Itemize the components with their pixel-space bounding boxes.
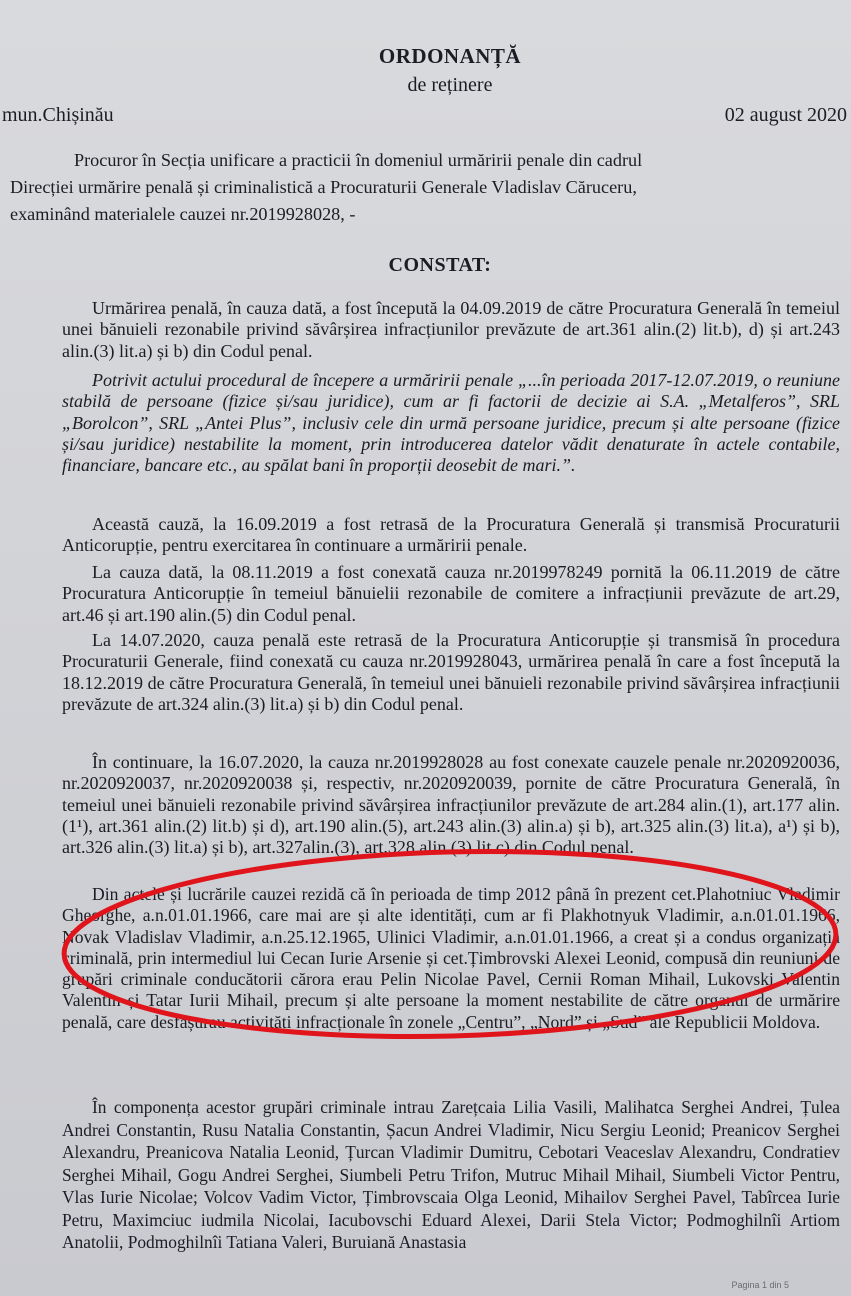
constat-heading: CONSTAT: [388,254,492,276]
paragraph-6: În continuare, la 16.07.2020, la cauza nr.2019928028 au fost conexate cauzele penale nr.2020920036, nr.2020920037, nr.2020920038 și, respectiv, nr.2020920039, pornite de către Procuratura Generală, în temeiul unei bănuieli rezonabile privind săvârșirea infracțiunilor prevăzute de art.284 alin.(1), art.177 alin.(1¹), art.361 alin.(2) lit.b) și d), art.190 alin.(5), art.243 alin.(3) alin.a) și b), art.325 alin.(3) lit.a), a¹) și b), art.326 alin.(3) lit.a) și b), art.327alin.(3), art.328 alin.(3) lit.c) din Codul penal. [62,752,840,858]
document-place: mun.Chișinău [2,104,114,126]
intro-line-3: examinând materialele cauzei nr.2019928028, - [10,204,356,224]
paragraph-4: La cauza dată, la 08.11.2019 a fost conexată cauza nr.2019978249 pornită la 06.11.2019 de către Procuratura Anticorupție în temeiul bănuielii rezonabile de comitere a infracțiunii prevăzute de art.29, art.46 și art.190 alin.(5) din Codul penal. [62,562,840,625]
page-number: Pagina 1 din 5 [731,1280,789,1290]
intro-line-2: Direcției urmărire penală și criminalistică a Procuraturii Generale Vladislav Căruceru, [10,177,637,197]
paragraph-2: Potrivit actului procedural de începere a urmăririi penale „...în perioada 2017-12.07.2019, o reuniune stabilă de persoane (fizice și/sau juridice), cum ar fi factorii de decizie ai S.A. „Metalferos”, SRL „Borolcon”, SRL „Antei Plus”, inclusiv cele din urmă persoane juridice, precum și alte persoane (fizice și/sau juridice) nestabilite la moment, prin introducerea datelor vădit denaturate în actele contabile, financiare, bancare etc., au spălat bani în proporții deosebit de mari.”. [62,370,840,476]
intro-line-1: Procuror în Secția unificare a practicii în domeniul urmăririi penale din cadrul [74,150,643,170]
paragraph-8: În componența acestor grupări criminale intrau Zarețcaia Lilia Vasili, Malihatca Serghei Andrei, Țulea Andrei Constantin, Rusu Natalia Constantin, Șacun Andrei Vladimir, Nicu Sergiu Leonid; Preanicov Serghei Alexandru, Preanicova Natalia Leonid, Țurcan Vladimir Dumitru, Cebotari Veaceslav Alexandru, Condratiev Serghei Mihail, Gogu Andrei Serghei, Siumbeli Petru Trifon, Mutruc Mihail Mihail, Siumbeli Victor Pentru, Vlas Iurie Nicolae; Volcov Vadim Victor, Țimbrovscaia Olga Leonid, Mihailov Serghei Pavel, Tabîrcea Iurie Petru, Maximciuc iudmila Nicolai, Iacubovschi Eduard Alexei, Darii Stela Victor; Podmoghilnîi Artiom Anatolii, Podmoghilnîi Tatiana Valeri, Buruiană Anastasia [62,1097,840,1252]
paragraph-7: Din actele și lucrările cauzei rezidă că în perioada de timp 2012 până în prezent cet.Plahotniuc Vladimir Gheorghe, a.n.01.01.1966, care mai are și alte identități, cum ar fi Plakhotnyuk Vladimir, a.n.01.01.1966, Novak Vladislav Vladimir, a.n.25.12.1965, Ulinici Vladimir, a.n.01.01.1966, a creat și a condus organizația criminală, prin intermediul lui Cecan Iurie Arsenie și cet.Țimbrovski Alexei Leonid, compusă din reuniuni de grupări criminale conducătorii cărora erau Pelin Nicolae Pavel, Cernii Roman Mihail, Lukovski Valentin Valentin și Tatar Iurii Mihail, precum și alte persoane la moment nestabilite de către organul de urmărire penală, care desfășurau activități infracționale în zonele „Centru”, „Nord” și „Sud” ale Republicii Moldova. [62,884,840,1032]
paragraph-3: Această cauză, la 16.09.2019 a fost retrasă de la Procuratura Generală și transmisă Procuraturii Anticorupție, pentru exercitarea în continuare a urmăririi penale. [62,514,840,556]
paragraph-1: Urmărirea penală, în cauza dată, a fost începută la 04.09.2019 de către Procuratura Generală în temeiul unei bănuieli rezonabile privind săvârșirea infracțiunilor prevăzute de art.361 alin.(2) lit.b), d) și art.243 alin.(3) lit.a) și b) din Codul penal. [62,298,840,361]
document-subtitle: de reținere [407,74,493,96]
document-date: 02 august 2020 [724,104,847,126]
paragraph-5: La 14.07.2020, cauza penală este retrasă de la Procuratura Anticorupție și transmisă în procedura Procuraturii Generale, fiind conexată cu cauza nr.2019928043, urmărirea penală în care a fost începută la 18.12.2019 de către Procuratura Generală, în temeiul unei bănuieli rezonabile privind săvârșirea infracțiunii prevăzute de art.324 alin.(3) lit.a) și b) din Codul penal. [62,630,840,714]
document-title: ORDONANȚĂ [378,44,522,68]
